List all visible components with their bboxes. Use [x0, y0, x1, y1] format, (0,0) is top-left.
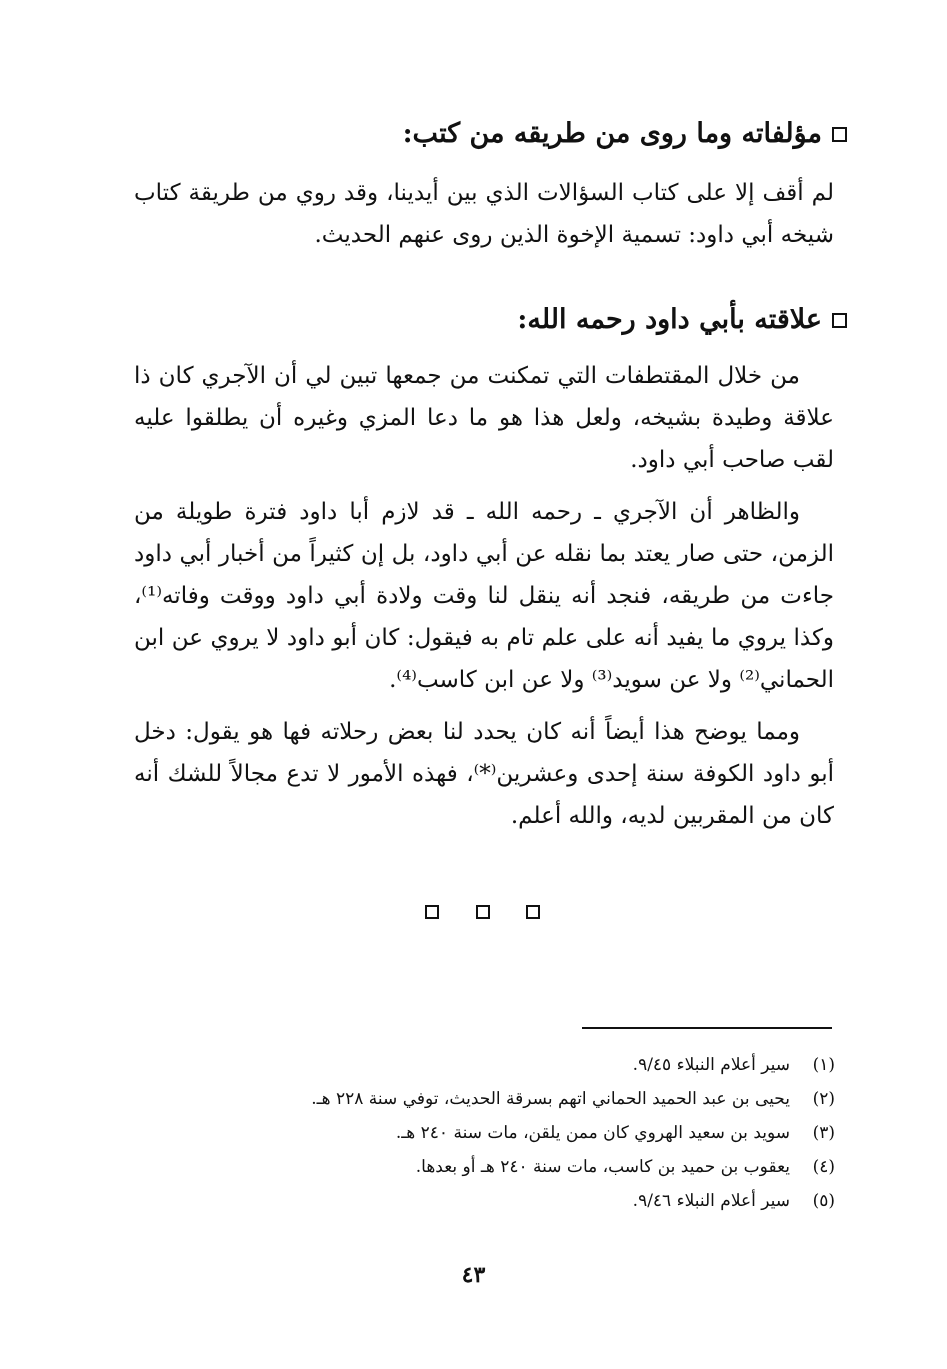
paragraph: لم أقف إلا على كتاب السؤالات الذي بين أيدينا، وقد روي من طريقة كتاب شيخه أبي داود: تسمية الإخوة الذين روى عنهم الحديث. — [134, 180, 834, 248]
footnote-item — [150, 1048, 835, 1082]
footnote-text: سير أعلام النبلاء ٩/٤٦. — [632, 1191, 790, 1211]
paragraph: والظاهر أن الآجري ـ رحمه الله ـ قد لازم أبا داود فترة طويلة من الزمن، حتى صار يعتد بما نقله عن أبي داود، بل إن كثيراً من أخبار أبي داود جاءت من طريقه، فنجد أنه ينقل لنا وقت ولادة أبي داود ووقت وفاته⁽¹⁾، وكذا يروي ما يفيد أنه على علم تام به فيقول: كان أبو داود لا يروي عن ابن الحماني⁽²⁾ ولا عن سويد⁽³⁾ ولا عن ابن كاسب⁽⁴⁾. — [134, 499, 834, 693]
footnote-divider — [582, 1027, 832, 1029]
footnote-number: (٥) — [812, 1191, 835, 1211]
section-heading-relation-text: علاقته بأبي داود رحمه الله: — [517, 304, 822, 335]
footnote-item — [150, 1116, 835, 1150]
paragraph: من خلال المقتطفات التي تمكنت من جمعها تبين لي أن الآجري كان ذا علاقة وطيدة بشيخه، ولعل هذا هو ما دعا المزي وغيره أن يطلقوا عليه لقب صاحب أبي داود. — [134, 363, 834, 473]
footnote-text: يعقوب بن حميد بن كاسب، مات سنة ٢٤٠ هـ أو بعدها. — [415, 1157, 790, 1177]
section-separator — [425, 905, 540, 925]
square-bullet-icon — [832, 313, 847, 328]
square-bullet-icon — [832, 127, 847, 142]
page-number: ٤٣ — [461, 1262, 486, 1288]
section-heading-works — [403, 117, 847, 151]
footnote-item — [150, 1082, 835, 1116]
section-relation-body — [134, 355, 834, 837]
section-heading-relation — [517, 303, 847, 337]
section-heading-works-text: مؤلفاته وما روى من طريقه من كتب: — [402, 118, 822, 149]
square-ornament-icon — [526, 905, 540, 919]
footnote-number: (١) — [812, 1055, 835, 1075]
square-ornament-icon — [425, 905, 439, 919]
footnote-item — [150, 1184, 835, 1218]
section-works-body — [134, 172, 834, 256]
paragraph: ومما يوضح هذا أيضاً أنه كان يحدد لنا بعض رحلاته فها هو يقول: دخل أبو داود الكوفة سنة إحدى وعشرين⁽*⁾، فهذه الأمور لا تدع مجالاً للشك أنه كان من المقربين لديه، والله أعلم. — [134, 719, 834, 829]
footnote-text: سير أعلام النبلاء ٩/٤٥. — [632, 1055, 790, 1075]
footnote-number: (٢) — [812, 1089, 835, 1109]
footnotes — [150, 1048, 835, 1218]
footnote-number: (٣) — [812, 1123, 835, 1143]
footnote-text: سويد بن سعيد الهروي كان ممن يلقن، مات سنة ٢٤٠ هـ. — [395, 1123, 790, 1143]
footnote-number: (٤) — [812, 1157, 835, 1177]
square-ornament-icon — [476, 905, 490, 919]
footnote-text: يحيى بن عبد الحميد الحماني اتهم بسرقة الحديث، توفي سنة ٢٢٨ هـ. — [311, 1089, 790, 1109]
footnote-item — [150, 1150, 835, 1184]
